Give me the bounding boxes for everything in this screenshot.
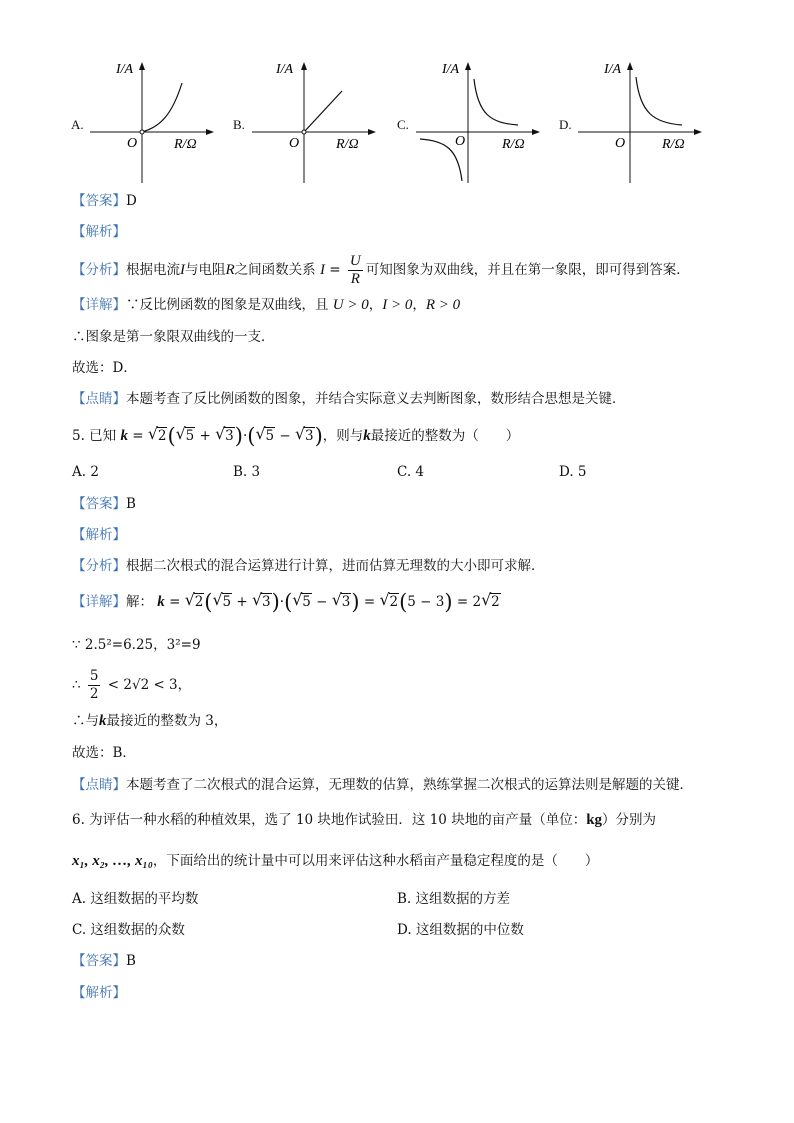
- graph-d-y-label: I/A: [604, 62, 622, 77]
- q4-formula-fraction: $\frac{U}{R}$: [349, 253, 361, 287]
- graph-b-label: B.: [233, 117, 245, 132]
- q4-detail: 【详解】∵反比例函数的图象是双曲线，且 U > 0，I > 0，R > 0: [72, 297, 461, 313]
- q4-choose: 故选：D．: [72, 360, 137, 376]
- graph-d-x-label: R/Ω: [662, 137, 685, 152]
- q6-option-b: B. 这组数据的方差: [397, 891, 511, 907]
- q4-comment: 【点睛】本题考查了反比例函数的图象，并结合实际意义去判断图象，数形结合思想是关键．: [72, 391, 626, 407]
- graph-b-y-label: I/A: [276, 62, 294, 77]
- graph-c-y-label: I/A: [442, 62, 460, 77]
- graph-d-label: D.: [559, 117, 572, 132]
- q5-analysis: 【分析】根据二次根式的混合运算进行计算，进而估算无理数的大小即可求解．: [72, 558, 545, 574]
- graph-a-origin: O: [127, 136, 138, 151]
- graph-d-origin: O: [615, 136, 626, 151]
- q5-step2: ∴ $\frac{5}{2}$ < 2√2 < 3，: [72, 668, 192, 702]
- graph-a-label: A.: [71, 117, 84, 132]
- q5-stem: 5. 已知 k = √ 2(√ 5 + √ 3)·(√ 5 − √ 3)，则与k最接近的整数为（ ）: [72, 424, 519, 448]
- graph-b: [242, 55, 382, 185]
- q5-step3: ∴与k最接近的整数为 3，: [72, 713, 228, 729]
- q5-answer: 【答案】B: [72, 496, 136, 512]
- q6-explain-header: 【解析】: [72, 985, 126, 1001]
- graph-c: [406, 55, 546, 185]
- graph-a-x-label: R/Ω: [174, 137, 197, 152]
- graph-d: [568, 55, 708, 185]
- q5-option-a: A. 2: [72, 464, 99, 480]
- q6-stem-line2: x₁, x₂, …, x₁₀，下面给出的统计量中可以用来评估这种水稻亩产量稳定程度的是（ ）: [72, 853, 599, 869]
- q6-option-a: A. 这组数据的平均数: [72, 891, 199, 907]
- graph-c-x-label: R/Ω: [502, 137, 525, 152]
- q4-explain-header: 【解析】: [72, 224, 126, 240]
- q5-detail: 【详解】解： k = √ 2(√ 5 + √ 3)·(√ 5 − √ 3) = √ 2(5 − 3) = 2√ 2: [72, 590, 501, 614]
- graph-b-x-label: R/Ω: [336, 137, 359, 152]
- q4-analysis: 【分析】根据电流I与电阻R之间函数关系 I = $\frac{U}{R}$ 可知图象为双曲线，并且在第一象限，即可得到答案．: [72, 253, 690, 287]
- graph-a-y-label: I/A: [116, 62, 134, 77]
- q4-conclusion: ∴图象是第一象限双曲线的一支．: [72, 329, 275, 345]
- graph-c-label: C.: [397, 117, 409, 132]
- graph-c-origin: O: [455, 134, 466, 149]
- q4-answer: 【答案】D: [72, 193, 137, 209]
- graph-a: [80, 55, 220, 185]
- q6-answer: 【答案】B: [72, 953, 136, 969]
- q5-option-c: C. 4: [397, 464, 425, 480]
- q5-option-d: D. 5: [559, 464, 587, 480]
- q5-explain-header: 【解析】: [72, 527, 126, 543]
- q5-step1: ∵ 2.5²=6.25，3²=9: [72, 637, 201, 653]
- graph-b-origin: O: [289, 136, 300, 151]
- q6-option-d: D. 这组数据的中位数: [397, 922, 524, 938]
- q5-comment: 【点睛】本题考查了二次根式的混合运算，无理数的估算，熟练掌握二次根式的运算法则是解题的关键．: [72, 777, 693, 793]
- q6-option-c: C. 这组数据的众数: [72, 922, 185, 938]
- q5-choose: 故选：B．: [72, 745, 136, 761]
- q6-stem-line1: 6. 为评估一种水稻的种植效果，选了 10 块地作试验田．这 10 块地的亩产量（单位：kg）分别为: [72, 812, 657, 828]
- q5-option-b: B. 3: [233, 464, 261, 480]
